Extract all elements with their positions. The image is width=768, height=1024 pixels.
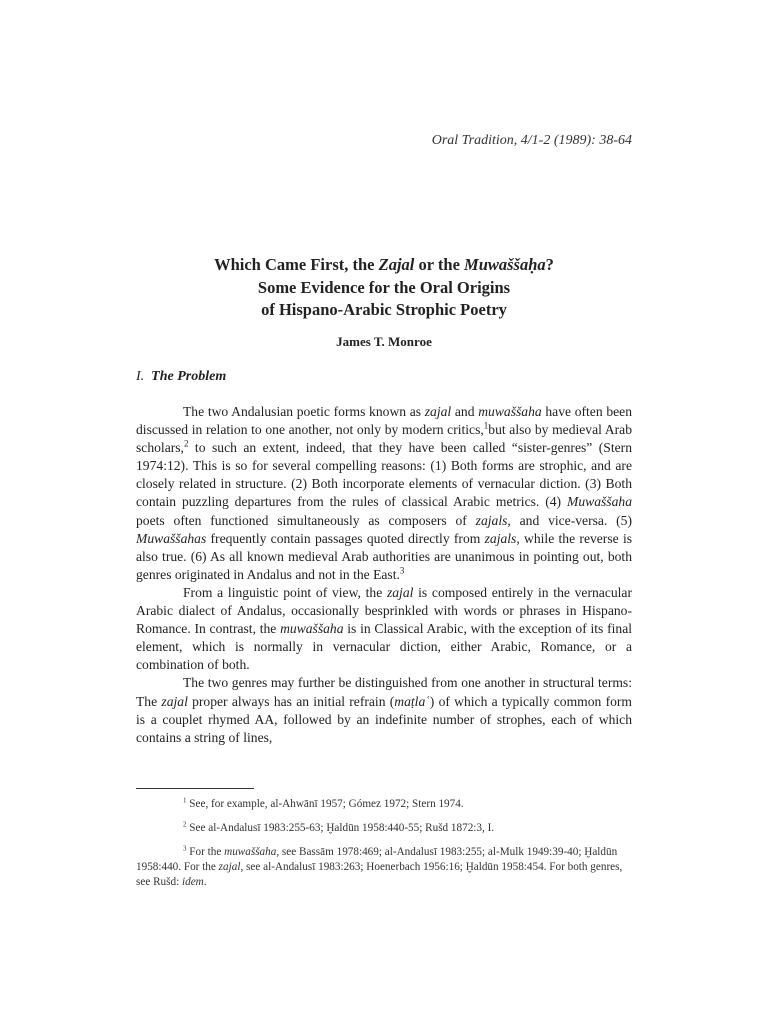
text-run: to such an extent, indeed, that they have been called “sister-genres” (Stern 1974:12). This is so for several compelling reasons: (1) Both forms are strophic, and are closely related in structure. (2) Both incorporate elements of vernacular diction. (3) Both contain puzzling departures from the rules of classical Arabic metrics. (4) <box>136 440 632 510</box>
journal-citation <box>432 133 632 149</box>
text-run: . <box>203 876 207 888</box>
italic-term: zajal <box>424 404 452 419</box>
text-run: , while the reverse is also true. (6) As all known medieval Arab authorities are unanimous in pointing out, both genres originated in Andalus and not in the East. <box>136 530 633 582</box>
paragraph <box>136 403 632 584</box>
text-run: proper always has an initial refrain ( <box>187 693 395 709</box>
italic-term: muwaššaha <box>224 846 277 858</box>
section-heading <box>136 369 226 385</box>
author-name: James T. Monroe <box>336 334 432 349</box>
text-run: ) of which a typically common form is a couplet rhymed AA, followed by an indefinite number of strophes, each of which contains a string of lines, <box>136 693 632 745</box>
text-run: , and vice-versa. (5) <box>507 512 632 528</box>
text-run: and <box>451 404 479 419</box>
italic-term: zajal <box>218 861 241 873</box>
article-title <box>136 254 632 322</box>
footnote-ref: 2 <box>183 438 189 449</box>
footnote-ref: 1 <box>183 796 187 805</box>
title-term-muwassaha: Muwaššaḥa <box>464 255 546 274</box>
text-run: poets often functioned simultaneously as composers of <box>136 512 476 528</box>
text-run: The two genres may further be distinguished from one another in structural terms: The <box>136 675 632 709</box>
italic-term: zajal <box>161 693 188 709</box>
text-run: but also by medieval Arab scholars, <box>136 422 632 456</box>
text-run: is in Classical Arabic, with the exception of its final element, which is normally in vernacular diction, either Arabic, Romance, or a combination of both. <box>136 621 632 673</box>
title-line-2: Some Evidence for the Oral Origins <box>257 277 511 297</box>
italic-term: muwaššaha <box>280 621 344 637</box>
text-run: From a linguistic point of view, the <box>183 584 387 600</box>
footnote-ref: 1 <box>483 420 489 431</box>
title-line-3: of Hispano-Arabic Strophic Poetry <box>261 300 507 319</box>
text-run: For the <box>186 846 225 858</box>
title-line-1: Which Came First, the Zajal or the Muwaššaḥa? <box>214 255 554 274</box>
section-number: I. <box>136 369 145 384</box>
body-text <box>136 403 632 747</box>
text-run: have often been discussed in relation to one another, not only by modern critics, <box>136 404 632 438</box>
footnote-ref: 3 <box>183 844 187 853</box>
footnote-ref: 3 <box>399 565 405 576</box>
footnote-divider <box>136 788 254 789</box>
italic-term: zajals <box>484 530 517 546</box>
italic-term: Muwaššahas <box>136 530 207 546</box>
italic-term: maṭlaʿ <box>394 693 430 709</box>
text-run: frequently contain passages quoted directly from <box>206 530 485 546</box>
text-run: The two Andalusian poetic forms known as <box>183 404 425 419</box>
text-run: , see Bassām 1978:469; al-Andalusī 1983:255; al-Mulk 1949:39-40; Ḫaldūn 1958:440. For the <box>136 846 618 873</box>
italic-term: muwaššaha <box>478 404 542 419</box>
footnote <box>136 797 632 812</box>
paragraph <box>136 584 632 674</box>
journal-name: Oral Tradition <box>431 133 514 148</box>
paragraph <box>136 674 632 746</box>
text-run: , see al-Andalusī 1983:263; Hoenerbach 1956:16; Ḫaldūn 1958:454. For both genres, see Rušd: <box>136 861 623 888</box>
italic-term: zajals <box>475 512 508 528</box>
text-run: is composed entirely in the vernacular Arabic dialect of Andalus, occasionally besprinkled with words or phrases in Hispano-Romance. In contrast, the <box>136 584 632 637</box>
journal-volume-pages: , 4/1-2 (1989): 38-64 <box>513 133 632 148</box>
footnote <box>136 845 632 890</box>
footnote <box>136 821 632 836</box>
section-title: The Problem <box>151 369 227 384</box>
title-term-zajal: Zajal <box>378 255 415 274</box>
footnotes <box>136 797 632 899</box>
footnote-ref: 2 <box>183 820 187 829</box>
italic-term: zajal <box>386 584 414 600</box>
text-run: See, for example, al-Ahwānī 1957; Gómez 1972; Stern 1974. <box>186 798 464 810</box>
italic-term: Muwaššaha <box>567 494 632 510</box>
italic-term: idem <box>182 876 204 888</box>
text-run: See al-Andalusī 1983:255-63; Ḫaldūn 1958:440-55; Rušd 1872:3, I. <box>186 822 495 834</box>
